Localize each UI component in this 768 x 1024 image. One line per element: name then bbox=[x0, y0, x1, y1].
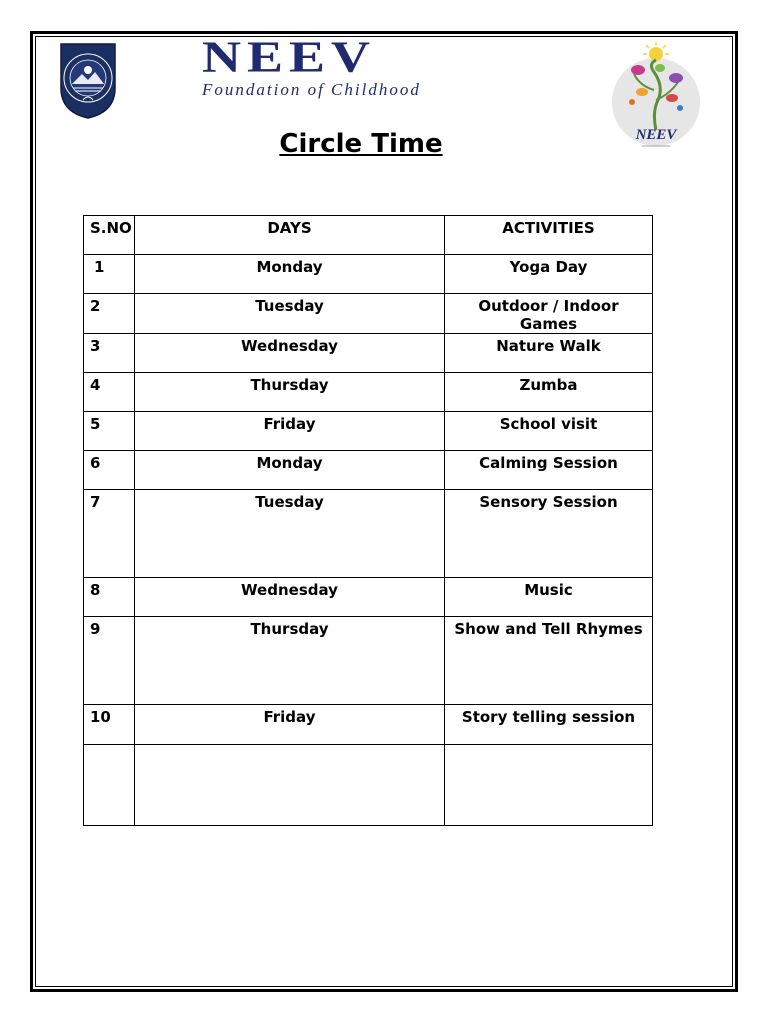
cell-day: Tuesday bbox=[135, 490, 445, 578]
cell-day: Tuesday bbox=[135, 294, 445, 334]
cell-sno: 4 bbox=[84, 373, 135, 412]
cell-activity: Sensory Session bbox=[445, 490, 653, 578]
neev-brand-logo bbox=[200, 32, 500, 102]
cell-sno bbox=[84, 745, 135, 826]
table-row-empty bbox=[84, 745, 653, 826]
school-seal-logo bbox=[55, 40, 121, 120]
header-activities: ACTIVITIES bbox=[445, 216, 653, 255]
header-days: DAYS bbox=[135, 216, 445, 255]
cell-day: Wednesday bbox=[135, 334, 445, 373]
cell-day: Thursday bbox=[135, 373, 445, 412]
header-sno: S.NO bbox=[84, 216, 135, 255]
table-row bbox=[84, 412, 653, 451]
brand-name: NEEV bbox=[202, 32, 377, 82]
table-row bbox=[84, 578, 653, 617]
cell-sno: 7 bbox=[84, 490, 135, 578]
table-row bbox=[84, 705, 653, 745]
table-header-row bbox=[84, 216, 653, 255]
cell-activity: Outdoor / Indoor Games bbox=[445, 294, 653, 334]
logo-brand-name: NEEV bbox=[635, 127, 677, 143]
cell-activity: Calming Session bbox=[445, 451, 653, 490]
cell-activity: School visit bbox=[445, 412, 653, 451]
table-row bbox=[84, 490, 653, 578]
table-row bbox=[84, 617, 653, 705]
cell-day: Thursday bbox=[135, 617, 445, 705]
table-row bbox=[84, 451, 653, 490]
table-row bbox=[84, 373, 653, 412]
cell-sno: 8 bbox=[84, 578, 135, 617]
cell-activity: Nature Walk bbox=[445, 334, 653, 373]
cell-activity bbox=[445, 745, 653, 826]
table-row bbox=[84, 294, 653, 334]
cell-day: Monday bbox=[135, 255, 445, 294]
cell-activity: Yoga Day bbox=[445, 255, 653, 294]
circle-time-schedule-table bbox=[83, 215, 653, 826]
cell-sno: 1 bbox=[84, 255, 135, 294]
brand-subtitle: Foundation of Childhood bbox=[202, 80, 421, 99]
cell-activity: Show and Tell Rhymes bbox=[445, 617, 653, 705]
table-row bbox=[84, 334, 653, 373]
cell-sno: 10 bbox=[84, 705, 135, 745]
cell-day bbox=[135, 745, 445, 826]
table-row bbox=[84, 255, 653, 294]
cell-sno: 6 bbox=[84, 451, 135, 490]
cell-day: Wednesday bbox=[135, 578, 445, 617]
page-title: Circle Time bbox=[279, 129, 443, 159]
cell-sno: 9 bbox=[84, 617, 135, 705]
cell-sno: 3 bbox=[84, 334, 135, 373]
cell-activity: Music bbox=[445, 578, 653, 617]
cell-day: Friday bbox=[135, 705, 445, 745]
cell-activity: Story telling session bbox=[445, 705, 653, 745]
cell-day: Monday bbox=[135, 451, 445, 490]
cell-activity: Zumba bbox=[445, 373, 653, 412]
cell-sno: 2 bbox=[84, 294, 135, 334]
cell-sno: 5 bbox=[84, 412, 135, 451]
cell-day: Friday bbox=[135, 412, 445, 451]
